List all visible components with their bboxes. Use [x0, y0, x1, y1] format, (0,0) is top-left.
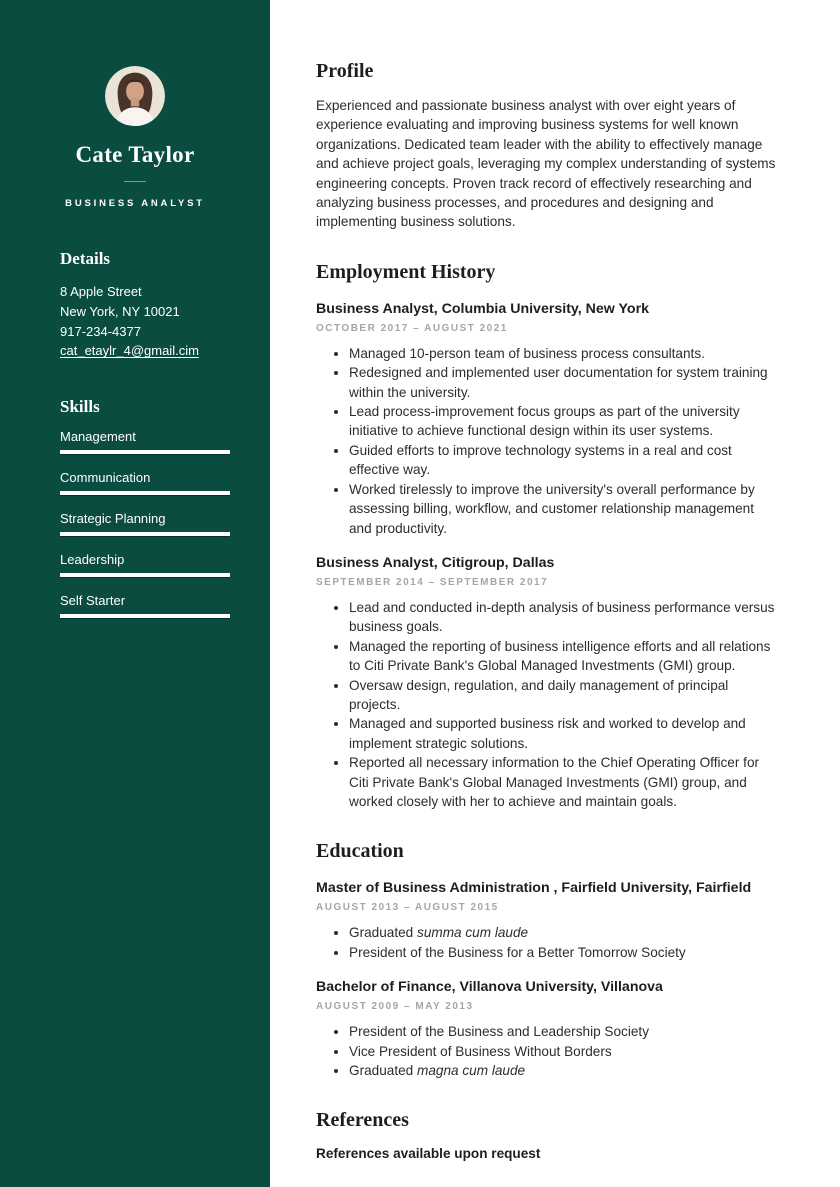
bullet-item: • Managed the reporting of business intelligence efforts and all relations to Citi Private Bank's Global Managed Investments (GMI) group. — [349, 637, 780, 676]
skill-label: Self Starter — [60, 593, 126, 609]
degree-bullets — [316, 1022, 780, 1080]
details-section — [0, 249, 270, 361]
degree-bullets — [316, 923, 780, 962]
profile-photo — [105, 66, 165, 126]
education-entry — [316, 880, 780, 962]
skill-list — [60, 429, 230, 618]
name-divider — [124, 181, 146, 182]
degree-title: Bachelor of Finance, Villanova University, Villanova — [316, 979, 663, 996]
education-heading: Education — [316, 840, 404, 863]
profile-section — [316, 60, 780, 232]
person-role: BUSINESS ANALYST — [65, 198, 205, 209]
bullet-item: • President of the Business for a Better Tomorrow Society — [349, 943, 780, 962]
sidebar — [0, 0, 270, 1187]
job-bullets — [316, 598, 780, 811]
skill-label: Strategic Planning — [60, 511, 166, 527]
skill-item — [60, 470, 230, 495]
bullet-item: • Graduated magna cum laude — [349, 1061, 780, 1080]
profile-text: Experienced and passionate business analyst with over eight years of experience evaluating and improving business systems for well known organizations. Dedicated team leader with the ability to effectively manage and achieve project goals, leveraging my complex understanding of systems engineering concepts. Proven track record of effectively researching and analyzing business processes, and procedures and designing and implementing business solutions. — [316, 98, 776, 230]
skill-item — [60, 552, 230, 577]
education-section — [316, 840, 780, 1080]
skill-label: Leadership — [60, 552, 125, 568]
job-bullets — [316, 344, 780, 538]
skill-bar-fill — [60, 614, 230, 618]
bullet-item: • Oversaw design, regulation, and daily management of principal projects. — [349, 676, 780, 715]
contact-lines — [60, 282, 230, 361]
skill-bar-fill — [60, 573, 230, 577]
references-section — [316, 1109, 780, 1161]
skill-label: Communication — [60, 470, 151, 486]
bullet-item: • Redesigned and implemented user documentation for system training within the university. — [349, 363, 780, 402]
bullet-item: • Graduated summa cum laude — [349, 923, 780, 942]
skill-item — [60, 429, 230, 454]
bullet-item: • Lead and conducted in-depth analysis of business performance versus business goals. — [349, 598, 780, 637]
skill-bar — [60, 614, 230, 618]
person-name: Cate Taylor — [75, 142, 195, 167]
bullet-item: • Lead process-improvement focus groups as part of the university initiative to achieve functional design within its user systems. — [349, 402, 780, 441]
education-entry — [316, 979, 780, 1080]
resume-body — [316, 0, 780, 1161]
job-entry — [316, 555, 780, 811]
skill-bar-fill — [60, 491, 230, 495]
phone-number: 917-234-4377 — [60, 323, 141, 339]
skills-heading: Skills — [60, 397, 100, 417]
bullet-item: • Guided efforts to improve technology systems in a real and cost effective way. — [349, 441, 780, 480]
degree-dates: AUGUST 2009 – MAY 2013 — [316, 1001, 474, 1013]
skill-label: Management — [60, 429, 136, 445]
bullet-item: • Managed 10-person team of business process consultants. — [349, 344, 780, 363]
job-dates: OCTOBER 2017 – AUGUST 2021 — [316, 322, 508, 334]
details-heading: Details — [60, 249, 111, 268]
skill-bar — [60, 532, 230, 536]
bullet-item: • Reported all necessary information to the Chief Operating Officer for Citi Private Bank's Global Managed Investments (GMI) group, and worked closely with her to achieve and maintain goals. — [349, 753, 780, 811]
employment-section — [316, 261, 780, 812]
skills-section — [0, 397, 270, 618]
job-title: Business Analyst, Columbia University, New York — [316, 300, 649, 317]
bullet-item: • Managed and supported business risk and worked to develop and implement strategic solutions. — [349, 714, 780, 753]
references-heading: References — [316, 1109, 409, 1132]
skill-bar — [60, 573, 230, 577]
employment-heading: Employment History — [316, 260, 496, 283]
degree-dates: AUGUST 2013 – AUGUST 2015 — [316, 902, 499, 914]
job-dates: SEPTEMBER 2014 – SEPTEMBER 2017 — [316, 576, 549, 588]
skill-bar-fill — [60, 532, 230, 536]
profile-heading: Profile — [316, 60, 374, 82]
skill-item — [60, 593, 230, 618]
degree-title: Master of Business Administration , Fairfield University, Fairfield — [316, 880, 752, 897]
email-link[interactable]: cat_etaylr_4@gmail.cim — [60, 343, 199, 359]
sidebar-header — [0, 0, 270, 209]
skill-bar — [60, 450, 230, 454]
job-entry — [316, 301, 780, 538]
skill-bar — [60, 491, 230, 495]
references-text: References available upon request — [316, 1146, 541, 1162]
address-line-2: New York, NY 10021 — [60, 303, 180, 319]
bullet-item: • Worked tirelessly to improve the university's overall performance by assessing billing, workflow, and customer relationship management and productivity. — [349, 480, 780, 538]
skill-bar-fill — [60, 450, 230, 454]
address-line-1: 8 Apple Street — [60, 284, 142, 299]
skill-item — [60, 511, 230, 536]
profile-photo-illustration — [105, 66, 165, 126]
bullet-item: • Vice President of Business Without Borders — [349, 1042, 780, 1061]
bullet-item: • President of the Business and Leadership Society — [349, 1022, 780, 1041]
job-title: Business Analyst, Citigroup, Dallas — [316, 554, 555, 571]
